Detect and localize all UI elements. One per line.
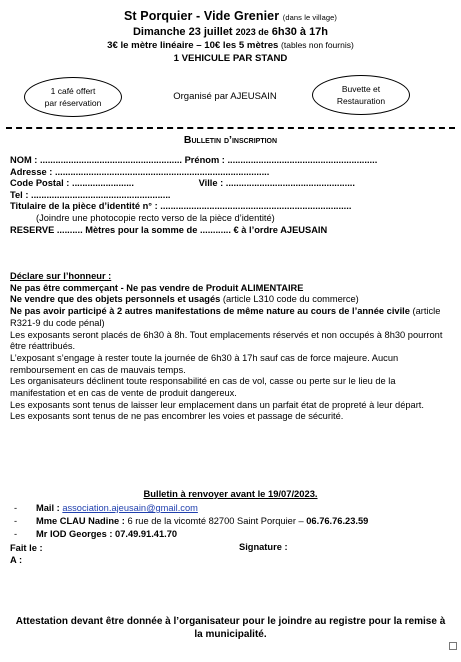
event-date [10, 26, 451, 38]
contact-clau-address: 6 rue de la vicomté 82700 Saint Porquier – [127, 516, 307, 526]
adresse-field: Adresse : ................................................................................... [10, 166, 270, 177]
return-deadline: Bulletin à renvoyer avant le 19/07/2023. [143, 488, 318, 499]
tel-field: Tel : ...................................................... [10, 189, 171, 200]
photocopie-note: (Joindre une photocopie recto verso de la pièce d’identité) [36, 212, 275, 223]
mail-label: Mail : [36, 503, 63, 513]
pricing-text: 3€ le mètre linéaire – 10€ les 5 mètres [107, 40, 279, 51]
free-coffee-line1: 1 café offert [50, 86, 96, 96]
free-coffee-line2: par réservation [44, 98, 102, 108]
declaration-line-4: Les exposants seront placés de 6h30 à 8h. Tout emplacements réservés et non occupés à 8h30 pourront être réattribués. [10, 329, 443, 352]
free-coffee-oval [24, 77, 122, 117]
a-field: A : [10, 555, 23, 565]
contact-clau-phone: 06.76.76.23.59 [306, 516, 369, 526]
refreshments-line2: Restauration [336, 96, 386, 106]
contact-iod-text: Mr IOD Georges : 07.49.91.41.70 [36, 529, 178, 539]
event-title-text: St Porquier - Vide Grenier [123, 9, 280, 23]
contacts-list [14, 502, 455, 541]
resize-handle[interactable] [449, 642, 457, 650]
fait-le-field: Fait le : [10, 543, 43, 553]
nom-field: NOM : ....................................................... Prénom : .......................................................... [10, 155, 378, 165]
date-place-fields [10, 542, 43, 566]
code-postal-field: Code Postal : ........................ [10, 178, 134, 189]
form-title-text: Bulletin d’inscription [183, 134, 278, 146]
refreshments-line1: Buvette et [341, 84, 381, 94]
event-title-note: (dans le village) [282, 13, 337, 22]
vehicle-rule: 1 VEHICULE PAR STAND [173, 53, 288, 64]
email-link[interactable]: association.ajeusain@gmail.com [62, 503, 198, 513]
declaration-line-5: L’exposant s’engage à rester toute la journée de 6h30 à 17h sauf cas de force majeure. Aucun remboursement en cas de mauvais temps. [10, 352, 399, 375]
declaration-line-3-ref: (article R321-9 du code pénal) [10, 306, 441, 328]
declaration-line-7: Les exposants sont tenus de laisser leur emplacement dans un parfait état de propreté à leur départ. [10, 399, 424, 410]
form-fields [10, 155, 451, 236]
declaration-line-3: Ne pas avoir participé à 2 autres manifestations de même nature au cours de l’année civile [10, 306, 410, 317]
declaration-line-2-ref: (article L310 code du commerce) [220, 294, 359, 305]
declaration-line-2: Ne vendre que des objets personnels et usagés [10, 294, 221, 305]
contact-clau: - Mme CLAU Nadine : 6 rue de la vicomté 82700 Saint Porquier – 06.76.76.23.59 [14, 516, 369, 526]
reserve-field: RESERVE .......... Mètres pour la somme de ............ € à l’ordre AJEUSAIN [10, 224, 328, 235]
declaration-line-8: Les exposants sont tenus de ne pas encombrer les voies et passage de sécurité. [10, 411, 344, 422]
pricing-line [10, 40, 451, 51]
organizer-text: Organisé par AJEUSAIN [173, 91, 277, 102]
contact-mail: - Mail : association.ajeusain@gmail.com [14, 503, 198, 513]
event-hours: 6h30 à 17h [271, 26, 329, 38]
form-title [0, 134, 461, 146]
ville-field: Ville : .................................................. [198, 178, 355, 189]
pricing-note: (tables non fournis) [281, 40, 354, 50]
event-date-day: Dimanche 23 juillet [132, 26, 233, 38]
contact-iod: - Mr IOD Georges : 07.49.91.41.70 [14, 529, 178, 539]
attestation-note: Attestation devant être donnée à l’organisateur pour le joindre au registre pour la remise à la municipalité. [15, 616, 446, 640]
refreshments-oval [312, 75, 410, 115]
event-title [10, 9, 451, 23]
declaration-line-1: Ne pas être commerçant - Ne pas vendre de Produit ALIMENTAIRE [10, 282, 304, 293]
declaration-heading: Déclare sur l’honneur : [10, 271, 112, 281]
declaration-line-6: Les organisateurs déclinent toute responsabilité en cas de vol, casse ou perte sur le lieu de la manifestation et en cas de vente de produit dangereux. [10, 376, 396, 399]
declaration-section [10, 271, 453, 423]
event-date-year: 2023 de [235, 27, 269, 37]
registration-form-page [0, 9, 461, 662]
contact-clau-name: Mme CLAU Nadine : [36, 516, 128, 526]
signature-field: Signature : [239, 542, 288, 552]
piece-identite-field: Titulaire de la pièce d’identité n° : .......................................................................... [10, 201, 352, 212]
cut-line [6, 127, 455, 129]
